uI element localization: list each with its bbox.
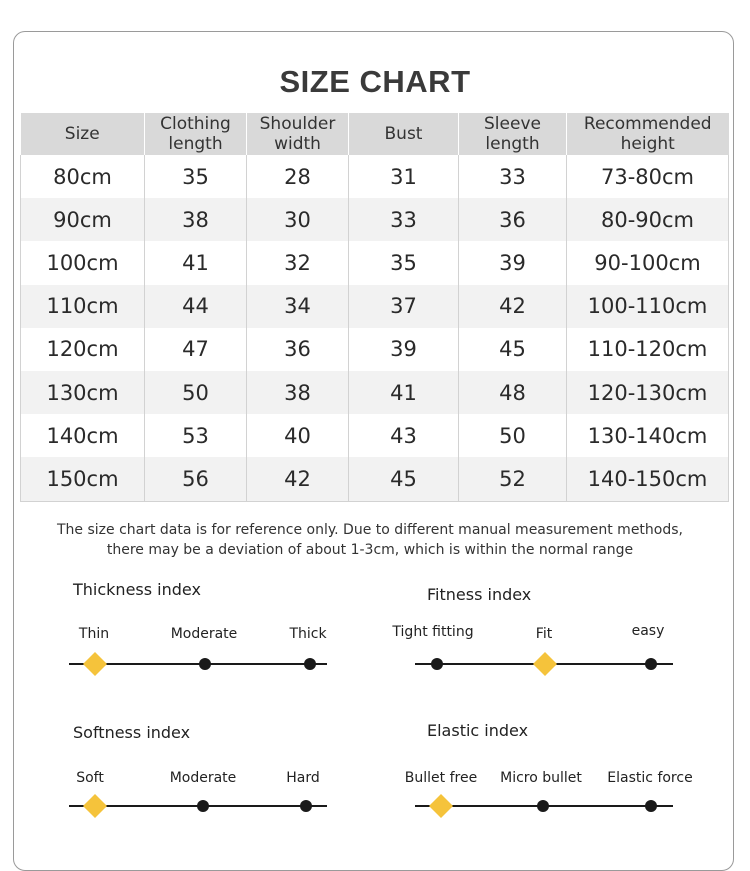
thickness-index-title: Thickness index (73, 580, 201, 599)
table-cell: 44 (145, 285, 247, 328)
table-cell: 80-90cm (567, 198, 729, 241)
table-cell: 73-80cm (567, 155, 729, 198)
header-size: Size (21, 113, 145, 155)
fitness-label-2: Fit (535, 626, 553, 642)
elastic-point-icon (537, 800, 549, 812)
page-title: SIZE CHART (279, 64, 471, 99)
table-row (21, 198, 729, 241)
table-cell: 110cm (21, 285, 145, 328)
table-cell: 50 (459, 414, 567, 457)
table-header-row (21, 113, 729, 155)
table-row (21, 155, 729, 198)
header-bust: Bust (349, 113, 459, 155)
fitness-label-1: Tight fitting (392, 624, 474, 640)
table-cell: 42 (247, 457, 349, 501)
elastic-index-title: Elastic index (427, 721, 529, 740)
table-cell: 41 (349, 371, 459, 414)
softness-label-2: Moderate (169, 770, 237, 786)
table-cell: 38 (145, 198, 247, 241)
table-cell: 38 (247, 371, 349, 414)
softness-index-title: Softness index (73, 723, 191, 742)
table-row (21, 457, 729, 501)
header-recommended-height: Recommended height (567, 113, 729, 155)
size-table (20, 113, 729, 502)
table-cell: 130-140cm (567, 414, 729, 457)
fitness-point-icon (431, 658, 443, 670)
table-cell: 43 (349, 414, 459, 457)
table-cell: 39 (349, 328, 459, 371)
table-cell: 32 (247, 241, 349, 284)
table-cell: 52 (459, 457, 567, 501)
fitness-point-icon (645, 658, 657, 670)
table-cell: 37 (349, 285, 459, 328)
fitness-index-title: Fitness index (427, 585, 532, 604)
table-cell: 120cm (21, 328, 145, 371)
table-cell: 47 (145, 328, 247, 371)
table-cell: 33 (349, 198, 459, 241)
table-cell: 40 (247, 414, 349, 457)
table-cell: 33 (459, 155, 567, 198)
table-cell: 50 (145, 371, 247, 414)
table-cell: 42 (459, 285, 567, 328)
table-cell: 31 (349, 155, 459, 198)
table-cell: 36 (459, 198, 567, 241)
table-cell: 41 (145, 241, 247, 284)
table-cell: 90-100cm (567, 241, 729, 284)
elastic-point-icon (645, 800, 657, 812)
table-cell: 45 (459, 328, 567, 371)
table-cell: 56 (145, 457, 247, 501)
thickness-index-line (69, 663, 327, 665)
table-cell: 100cm (21, 241, 145, 284)
table-row (21, 241, 729, 284)
table-cell: 100-110cm (567, 285, 729, 328)
table-cell: 110-120cm (567, 328, 729, 371)
table-cell: 35 (349, 241, 459, 284)
header-clothing-length: Clothing length (145, 113, 247, 155)
table-cell: 48 (459, 371, 567, 414)
thickness-label-2: Moderate (170, 626, 238, 642)
table-row (21, 328, 729, 371)
softness-point-icon (197, 800, 209, 812)
elastic-label-3: Elastic force (607, 770, 693, 786)
fitness-label-3: easy (631, 623, 665, 639)
table-cell: 30 (247, 198, 349, 241)
table-cell: 150cm (21, 457, 145, 501)
table-cell: 80cm (21, 155, 145, 198)
softness-point-icon (300, 800, 312, 812)
softness-label-1: Soft (76, 770, 104, 786)
table-row (21, 285, 729, 328)
table-cell: 140-150cm (567, 457, 729, 501)
table-cell: 45 (349, 457, 459, 501)
thickness-label-3: Thick (289, 626, 327, 642)
table-cell: 36 (247, 328, 349, 371)
thickness-point-icon (199, 658, 211, 670)
size-note (0, 520, 740, 560)
header-shoulder-width: Shoulder width (247, 113, 349, 155)
elastic-label-2: Micro bullet (500, 770, 582, 786)
softness-label-3: Hard (286, 770, 320, 786)
table-cell: 130cm (21, 371, 145, 414)
table-cell: 28 (247, 155, 349, 198)
table-cell: 120-130cm (567, 371, 729, 414)
table-row (21, 414, 729, 457)
thickness-point-icon (304, 658, 316, 670)
table-row (21, 371, 729, 414)
table-cell: 34 (247, 285, 349, 328)
note-line-2: there may be a deviation of about 1-3cm, which is within the normal range (106, 542, 634, 558)
table-cell: 140cm (21, 414, 145, 457)
table-cell: 53 (145, 414, 247, 457)
thickness-label-1: Thin (78, 626, 110, 642)
table-cell: 35 (145, 155, 247, 198)
header-sleeve-length: Sleeve length (459, 113, 567, 155)
elastic-label-1: Bullet free (404, 770, 478, 786)
table-cell: 39 (459, 241, 567, 284)
table-cell: 90cm (21, 198, 145, 241)
note-line-1: The size chart data is for reference only. Due to different manual measurement methods, (56, 522, 683, 538)
